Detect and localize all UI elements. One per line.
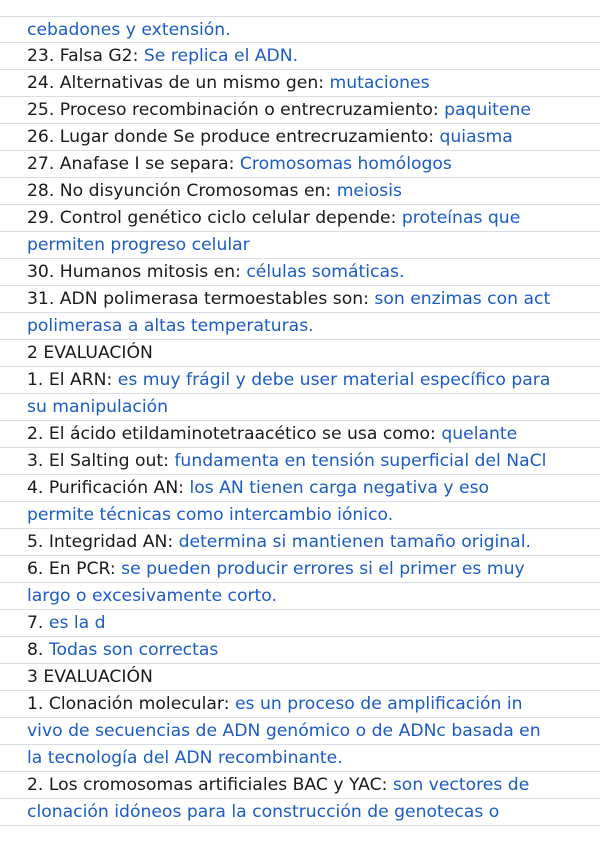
question-text: 28. No disyunción Cromosomas en: <box>27 181 337 201</box>
note-line <box>0 178 600 205</box>
question-text: 1. Clonación molecular: <box>27 694 235 714</box>
answer-text: permite técnicas como intercambio iónico. <box>27 505 394 525</box>
question-text: 8. <box>27 640 49 660</box>
answer-text: clonación idóneos para la construcción de genotecas o <box>27 802 500 822</box>
answer-text: paquitene <box>444 100 531 120</box>
answer-text: se pueden producir errores si el primer es muy <box>121 559 525 579</box>
answer-text: determina si mantienen tamaño original. <box>178 532 531 552</box>
question-text: 5. Integridad AN: <box>27 532 179 552</box>
note-line <box>0 529 600 556</box>
question-text: 2. Los cromosomas artificiales BAC y YAC: <box>27 775 393 795</box>
question-text: 2. El ácido etildaminotetraacético se usa como: <box>27 424 442 444</box>
answer-text: es un proceso de amplificación in <box>234 694 523 714</box>
note-line <box>0 16 600 43</box>
note-line <box>0 421 600 448</box>
note-line <box>0 232 600 259</box>
note-line <box>0 799 600 826</box>
answer-text: permiten progreso celular <box>27 235 250 255</box>
answer-text: su manipulación <box>27 397 168 417</box>
note-line <box>0 556 600 583</box>
question-text: 29. Control genético ciclo celular depende: <box>27 208 402 228</box>
answer-text: quiasma <box>439 127 513 147</box>
note-line <box>0 313 600 340</box>
question-text: 26. Lugar donde Se produce entrecruzamiento: <box>27 127 440 147</box>
note-line <box>0 286 600 313</box>
question-text: 25. Proceso recombinación o entrecruzamiento: <box>27 100 445 120</box>
question-text: 30. Humanos mitosis en: <box>27 262 247 282</box>
answer-text: es la d <box>48 613 106 633</box>
note-line <box>0 637 600 664</box>
answer-text: células somáticas. <box>246 262 405 282</box>
question-text: 31. ADN polimerasa termoestables son: <box>27 289 375 309</box>
section-heading <box>0 340 600 367</box>
note-line <box>0 691 600 718</box>
note-line <box>0 259 600 286</box>
question-text: 4. Purificación AN: <box>27 478 190 498</box>
answer-text: la tecnología del ADN recombinante. <box>27 748 343 768</box>
note-line <box>0 151 600 178</box>
answer-text: son vectores de <box>392 775 530 795</box>
answer-text: Cromosomas homólogos <box>239 154 452 174</box>
note-line <box>0 124 600 151</box>
note-line <box>0 448 600 475</box>
note-line <box>0 772 600 799</box>
note-line <box>0 610 600 637</box>
question-text: 6. En PCR: <box>27 559 122 579</box>
note-line <box>0 97 600 124</box>
section-heading <box>0 664 600 691</box>
note-line <box>0 394 600 421</box>
note-line <box>0 70 600 97</box>
question-text: 1. El ARN: <box>27 370 118 390</box>
note-line <box>0 43 600 70</box>
answer-text: Todas son correctas <box>48 640 219 660</box>
answer-text: meiosis <box>336 181 402 201</box>
question-text: 24. Alternativas de un mismo gen: <box>27 73 330 93</box>
note-line <box>0 502 600 529</box>
note-line <box>0 745 600 772</box>
answer-text: cebadones y extensión. <box>27 20 231 40</box>
question-text: 23. Falsa G2: <box>27 46 144 66</box>
note-line <box>0 205 600 232</box>
note-line <box>0 718 600 745</box>
answer-text: los AN tienen carga negativa y eso <box>189 478 490 498</box>
answer-text: vivo de secuencias de ADN genómico o de ADNc basada en <box>27 721 541 741</box>
answer-text: largo o excesivamente corto. <box>27 586 277 606</box>
section-heading-text: 3 EVALUACIÓN <box>27 667 153 687</box>
answer-text: polimerasa a altas temperaturas. <box>27 316 314 336</box>
answer-text: fundamenta en tensión superficial del NaCl <box>174 451 547 471</box>
note-line <box>0 367 600 394</box>
note-line <box>0 583 600 610</box>
answer-text: es muy frágil y debe user material específico para <box>117 370 551 390</box>
answer-text: Se replica el ADN. <box>143 46 299 66</box>
answer-text: proteínas que <box>401 208 521 228</box>
answer-text: son enzimas con act <box>374 289 551 309</box>
note-line <box>0 475 600 502</box>
question-text: 7. <box>27 613 49 633</box>
answer-text: quelante <box>441 424 518 444</box>
section-heading-text: 2 EVALUACIÓN <box>27 343 153 363</box>
question-text: 27. Anafase I se separa: <box>27 154 240 174</box>
answer-text: mutaciones <box>329 73 430 93</box>
question-text: 3. El Salting out: <box>27 451 175 471</box>
